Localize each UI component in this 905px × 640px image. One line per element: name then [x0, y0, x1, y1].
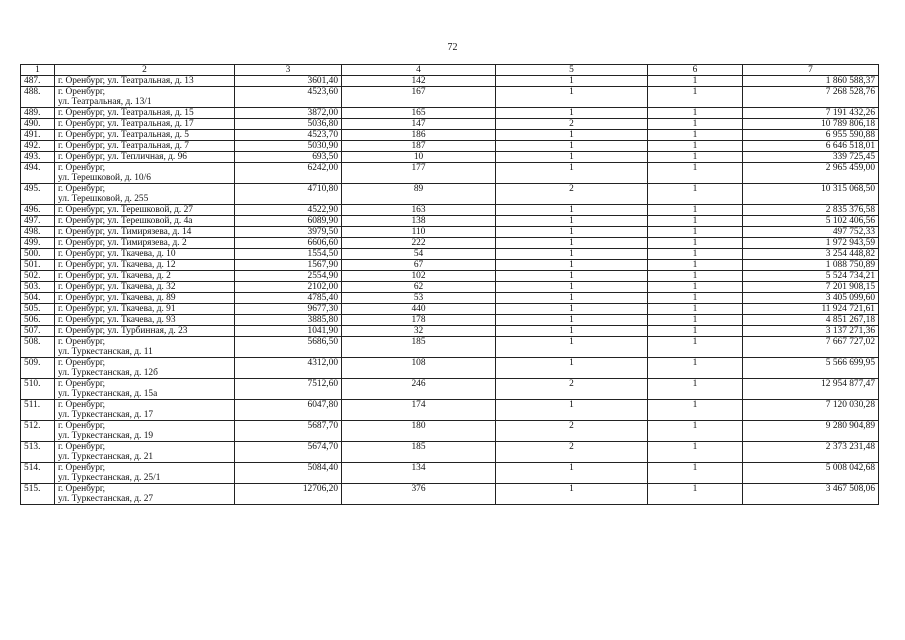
- column-4-cell: 163: [342, 205, 496, 216]
- table-row: [21, 76, 879, 87]
- cost-cell: 3 405 099,60: [743, 293, 879, 304]
- column-6-cell: 1: [648, 227, 743, 238]
- row-number: 489.: [21, 108, 55, 119]
- address-cell: [55, 130, 235, 141]
- area-cell: 12706,20: [235, 484, 342, 505]
- address-cell: [55, 304, 235, 315]
- cost-cell: 7 120 030,28: [743, 400, 879, 421]
- column-5-cell: 1: [496, 163, 648, 184]
- address-cell: [55, 227, 235, 238]
- table-row: [21, 205, 879, 216]
- address-line-2: ул. Туркестанская, д. 11: [58, 347, 153, 357]
- column-5-cell: 1: [496, 227, 648, 238]
- area-cell: 4312,00: [235, 358, 342, 379]
- row-number: 493.: [21, 152, 55, 163]
- cost-cell: 12 954 877,47: [743, 379, 879, 400]
- row-number: 492.: [21, 141, 55, 152]
- table-row: [21, 358, 879, 379]
- address-cell: [55, 163, 235, 184]
- table-row: [21, 400, 879, 421]
- address-line-2: ул. Туркестанская, д. 15а: [58, 389, 158, 399]
- address-cell: [55, 282, 235, 293]
- address-cell: [55, 484, 235, 505]
- column-5-cell: 1: [496, 326, 648, 337]
- area-cell: 4710,80: [235, 184, 342, 205]
- column-6-cell: 1: [648, 484, 743, 505]
- address-cell: [55, 260, 235, 271]
- column-5-cell: 1: [496, 271, 648, 282]
- address-line-1: г. Оренбург,: [58, 163, 106, 173]
- table-row: [21, 216, 879, 227]
- row-number: 510.: [21, 379, 55, 400]
- column-4-cell: 67: [342, 260, 496, 271]
- cost-cell: 7 268 528,76: [743, 87, 879, 108]
- cost-cell: 3 254 448,82: [743, 249, 879, 260]
- area-cell: 5036,80: [235, 119, 342, 130]
- address-line-2: ул. Туркестанская, д. 21: [58, 452, 154, 462]
- area-cell: 5686,50: [235, 337, 342, 358]
- address-line-1: г. Оренбург, ул. Турбинная, д. 23: [58, 326, 188, 336]
- address-cell: [55, 108, 235, 119]
- address-cell: [55, 216, 235, 227]
- area-cell: 5674,70: [235, 442, 342, 463]
- column-6-cell: 1: [648, 463, 743, 484]
- address-line-1: г. Оренбург, ул. Тимирязева, д. 2: [58, 238, 187, 248]
- area-cell: 2102,00: [235, 282, 342, 293]
- table-row: [21, 463, 879, 484]
- cost-cell: 7 667 727,02: [743, 337, 879, 358]
- column-6-cell: 1: [648, 304, 743, 315]
- column-4-cell: 246: [342, 379, 496, 400]
- cost-cell: 2 965 459,00: [743, 163, 879, 184]
- table-row: [21, 249, 879, 260]
- address-cell: [55, 400, 235, 421]
- column-5-cell: 1: [496, 463, 648, 484]
- address-cell: [55, 337, 235, 358]
- area-cell: 1567,90: [235, 260, 342, 271]
- column-4-cell: 142: [342, 76, 496, 87]
- row-number: 490.: [21, 119, 55, 130]
- address-cell: [55, 119, 235, 130]
- address-line-2: ул. Туркестанская, д. 17: [58, 410, 154, 420]
- table-row: [21, 163, 879, 184]
- row-number: 508.: [21, 337, 55, 358]
- row-number: 501.: [21, 260, 55, 271]
- row-number: 505.: [21, 304, 55, 315]
- address-line-1: г. Оренбург, ул. Терешковой, д. 4а: [58, 216, 193, 226]
- column-6-cell: 1: [648, 184, 743, 205]
- column-5-cell: 1: [496, 205, 648, 216]
- row-number: 506.: [21, 315, 55, 326]
- column-5-cell: 1: [496, 76, 648, 87]
- cost-cell: 497 752,33: [743, 227, 879, 238]
- area-cell: 3872,00: [235, 108, 342, 119]
- address-cell: [55, 463, 235, 484]
- column-5-cell: 1: [496, 130, 648, 141]
- area-cell: 5687,70: [235, 421, 342, 442]
- table-row: [21, 442, 879, 463]
- cost-cell: 2 835 376,58: [743, 205, 879, 216]
- column-5-cell: 2: [496, 119, 648, 130]
- row-number: 488.: [21, 87, 55, 108]
- row-number: 504.: [21, 293, 55, 304]
- column-6-cell: 1: [648, 260, 743, 271]
- column-4-cell: 185: [342, 442, 496, 463]
- column-6-cell: 1: [648, 205, 743, 216]
- address-cell: [55, 87, 235, 108]
- cost-cell: 11 924 721,61: [743, 304, 879, 315]
- row-number: 513.: [21, 442, 55, 463]
- row-number: 511.: [21, 400, 55, 421]
- address-cell: [55, 184, 235, 205]
- cost-cell: 10 789 806,18: [743, 119, 879, 130]
- column-4-cell: 10: [342, 152, 496, 163]
- address-line-1: г. Оренбург, ул. Ткачева, д. 10: [58, 249, 176, 259]
- column-5-cell: 1: [496, 141, 648, 152]
- row-number: 494.: [21, 163, 55, 184]
- area-cell: 3885,80: [235, 315, 342, 326]
- column-header: 4: [342, 65, 496, 76]
- area-cell: 5030,90: [235, 141, 342, 152]
- row-number: 509.: [21, 358, 55, 379]
- column-5-cell: 1: [496, 249, 648, 260]
- column-6-cell: 1: [648, 421, 743, 442]
- table-row: [21, 282, 879, 293]
- address-cell: [55, 76, 235, 87]
- table-row: [21, 238, 879, 249]
- column-4-cell: 102: [342, 271, 496, 282]
- table-row: [21, 87, 879, 108]
- address-line-1: г. Оренбург,: [58, 184, 106, 194]
- address-cell: [55, 315, 235, 326]
- column-5-cell: 1: [496, 484, 648, 505]
- page-number: 72: [447, 42, 458, 53]
- table-row: [21, 326, 879, 337]
- area-cell: 3601,40: [235, 76, 342, 87]
- table-row: [21, 108, 879, 119]
- column-5-cell: 1: [496, 337, 648, 358]
- column-header: 1: [21, 65, 55, 76]
- cost-cell: 7 191 432,26: [743, 108, 879, 119]
- row-number: 500.: [21, 249, 55, 260]
- address-line-1: г. Оренбург,: [58, 87, 106, 97]
- address-cell: [55, 326, 235, 337]
- column-4-cell: 89: [342, 184, 496, 205]
- cost-cell: 3 467 508,06: [743, 484, 879, 505]
- row-number: 514.: [21, 463, 55, 484]
- column-6-cell: 1: [648, 326, 743, 337]
- address-cell: [55, 421, 235, 442]
- area-cell: 7512,60: [235, 379, 342, 400]
- row-number: 495.: [21, 184, 55, 205]
- column-5-cell: 2: [496, 379, 648, 400]
- address-line-1: г. Оренбург,: [58, 442, 106, 452]
- table-row: [21, 315, 879, 326]
- column-5-cell: 1: [496, 400, 648, 421]
- address-line-1: г. Оренбург, ул. Терешковой, д. 27: [58, 205, 193, 215]
- address-line-2: ул. Туркестанская, д. 27: [58, 494, 154, 504]
- address-line-1: г. Оренбург,: [58, 379, 106, 389]
- column-header: 3: [235, 65, 342, 76]
- area-cell: 1554,50: [235, 249, 342, 260]
- table-row: [21, 130, 879, 141]
- cost-cell: 3 137 271,36: [743, 326, 879, 337]
- area-cell: 2554,90: [235, 271, 342, 282]
- column-6-cell: 1: [648, 379, 743, 400]
- cost-cell: 6 955 590,88: [743, 130, 879, 141]
- address-line-1: г. Оренбург,: [58, 463, 106, 473]
- column-4-cell: 167: [342, 87, 496, 108]
- row-number: 499.: [21, 238, 55, 249]
- address-cell: [55, 358, 235, 379]
- column-4-cell: 180: [342, 421, 496, 442]
- column-5-cell: 1: [496, 282, 648, 293]
- cost-cell: 6 646 518,01: [743, 141, 879, 152]
- row-number: 503.: [21, 282, 55, 293]
- column-6-cell: 1: [648, 337, 743, 358]
- cost-cell: 10 315 068,50: [743, 184, 879, 205]
- row-number: 498.: [21, 227, 55, 238]
- column-5-cell: 2: [496, 184, 648, 205]
- address-line-1: г. Оренбург, ул. Театральная, д. 15: [58, 108, 194, 118]
- column-4-cell: 147: [342, 119, 496, 130]
- address-line-1: г. Оренбург,: [58, 358, 106, 368]
- table-row: [21, 484, 879, 505]
- address-line-1: г. Оренбург,: [58, 484, 106, 494]
- column-6-cell: 1: [648, 238, 743, 249]
- cost-cell: 7 201 908,15: [743, 282, 879, 293]
- address-cell: [55, 152, 235, 163]
- column-6-cell: 1: [648, 141, 743, 152]
- address-line-2: ул. Терешковой, д. 255: [58, 194, 149, 204]
- column-4-cell: 376: [342, 484, 496, 505]
- cost-cell: 1 860 588,37: [743, 76, 879, 87]
- address-line-1: г. Оренбург,: [58, 421, 106, 431]
- column-4-cell: 440: [342, 304, 496, 315]
- address-line-1: г. Оренбург, ул. Театральная, д. 7: [58, 141, 189, 151]
- cost-cell: 339 725,45: [743, 152, 879, 163]
- column-4-cell: 222: [342, 238, 496, 249]
- area-cell: 6606,60: [235, 238, 342, 249]
- area-cell: 6242,00: [235, 163, 342, 184]
- address-line-1: г. Оренбург, ул. Тепличная, д. 96: [58, 152, 187, 162]
- address-line-1: г. Оренбург,: [58, 400, 106, 410]
- row-number: 497.: [21, 216, 55, 227]
- area-cell: 6089,90: [235, 216, 342, 227]
- row-number: 491.: [21, 130, 55, 141]
- column-5-cell: 1: [496, 108, 648, 119]
- table-row: [21, 337, 879, 358]
- address-cell: [55, 379, 235, 400]
- column-4-cell: 186: [342, 130, 496, 141]
- column-4-cell: 53: [342, 293, 496, 304]
- area-cell: 5084,40: [235, 463, 342, 484]
- column-4-cell: 138: [342, 216, 496, 227]
- column-6-cell: 1: [648, 293, 743, 304]
- column-6-cell: 1: [648, 400, 743, 421]
- address-line-1: г. Оренбург, ул. Ткачева, д. 89: [58, 293, 176, 303]
- address-line-2: ул. Терешковой, д. 10/6: [58, 173, 151, 183]
- table-row: [21, 304, 879, 315]
- column-5-cell: 2: [496, 421, 648, 442]
- column-6-cell: 1: [648, 216, 743, 227]
- column-5-cell: 1: [496, 293, 648, 304]
- column-5-cell: 1: [496, 260, 648, 271]
- column-4-cell: 178: [342, 315, 496, 326]
- table-row: [21, 293, 879, 304]
- column-5-cell: 1: [496, 87, 648, 108]
- area-cell: 6047,80: [235, 400, 342, 421]
- column-5-cell: 1: [496, 358, 648, 379]
- address-cell: [55, 442, 235, 463]
- cost-cell: 5 524 734,21: [743, 271, 879, 282]
- cost-cell: 5 102 406,56: [743, 216, 879, 227]
- column-6-cell: 1: [648, 249, 743, 260]
- column-5-cell: 1: [496, 216, 648, 227]
- column-6-cell: 1: [648, 442, 743, 463]
- row-number: 515.: [21, 484, 55, 505]
- row-number: 502.: [21, 271, 55, 282]
- address-line-1: г. Оренбург, ул. Ткачева, д. 91: [58, 304, 176, 314]
- area-cell: 693,50: [235, 152, 342, 163]
- table-row: [21, 152, 879, 163]
- column-6-cell: 1: [648, 358, 743, 379]
- row-number: 496.: [21, 205, 55, 216]
- address-cell: [55, 238, 235, 249]
- row-number: 507.: [21, 326, 55, 337]
- column-header: 2: [55, 65, 235, 76]
- cost-cell: 2 373 231,48: [743, 442, 879, 463]
- column-5-cell: 1: [496, 238, 648, 249]
- column-6-cell: 1: [648, 130, 743, 141]
- column-4-cell: 108: [342, 358, 496, 379]
- column-4-cell: 165: [342, 108, 496, 119]
- cost-cell: 5 008 042,68: [743, 463, 879, 484]
- cost-cell: 5 566 699,95: [743, 358, 879, 379]
- column-header: 5: [496, 65, 648, 76]
- column-4-cell: 177: [342, 163, 496, 184]
- column-5-cell: 1: [496, 152, 648, 163]
- area-cell: 1041,90: [235, 326, 342, 337]
- table-row: [21, 141, 879, 152]
- table-row: [21, 260, 879, 271]
- column-4-cell: 110: [342, 227, 496, 238]
- table-row: [21, 119, 879, 130]
- cost-cell: 9 280 904,89: [743, 421, 879, 442]
- address-line-1: г. Оренбург, ул. Театральная, д. 17: [58, 119, 194, 129]
- housing-registry-table: [20, 64, 879, 505]
- area-cell: 4785,40: [235, 293, 342, 304]
- address-cell: [55, 271, 235, 282]
- column-6-cell: 1: [648, 119, 743, 130]
- address-cell: [55, 249, 235, 260]
- column-5-cell: 1: [496, 315, 648, 326]
- table-row: [21, 421, 879, 442]
- address-line-1: г. Оренбург, ул. Театральная, д. 13: [58, 76, 194, 86]
- table-body: [21, 65, 879, 505]
- area-cell: 9677,30: [235, 304, 342, 315]
- address-cell: [55, 205, 235, 216]
- address-line-1: г. Оренбург, ул. Театральная, д. 5: [58, 130, 189, 140]
- column-6-cell: 1: [648, 163, 743, 184]
- column-4-cell: 185: [342, 337, 496, 358]
- area-cell: 3979,50: [235, 227, 342, 238]
- column-5-cell: 1: [496, 304, 648, 315]
- address-line-1: г. Оренбург, ул. Ткачева, д. 93: [58, 315, 176, 325]
- address-cell: [55, 293, 235, 304]
- table-row: [21, 379, 879, 400]
- column-4-cell: 134: [342, 463, 496, 484]
- column-6-cell: 1: [648, 282, 743, 293]
- cost-cell: 1 088 750,89: [743, 260, 879, 271]
- column-6-cell: 1: [648, 108, 743, 119]
- cost-cell: 4 851 267,18: [743, 315, 879, 326]
- column-6-cell: 1: [648, 87, 743, 108]
- column-4-cell: 62: [342, 282, 496, 293]
- address-line-1: г. Оренбург, ул. Тимирязева, д. 14: [58, 227, 192, 237]
- address-line-2: ул. Театральная, д. 13/1: [58, 97, 152, 107]
- header-row: [21, 65, 879, 76]
- address-line-1: г. Оренбург, ул. Ткачева, д. 12: [58, 260, 176, 270]
- table-row: [21, 227, 879, 238]
- table-row: [21, 184, 879, 205]
- area-cell: 4522,90: [235, 205, 342, 216]
- column-6-cell: 1: [648, 76, 743, 87]
- address-line-2: ул. Туркестанская, д. 19: [58, 431, 154, 441]
- area-cell: 4523,60: [235, 87, 342, 108]
- address-line-1: г. Оренбург,: [58, 337, 106, 347]
- row-number: 487.: [21, 76, 55, 87]
- table-row: [21, 271, 879, 282]
- column-6-cell: 1: [648, 315, 743, 326]
- address-line-1: г. Оренбург, ул. Ткачева, д. 32: [58, 282, 176, 292]
- column-5-cell: 2: [496, 442, 648, 463]
- column-6-cell: 1: [648, 152, 743, 163]
- area-cell: 4523,70: [235, 130, 342, 141]
- column-4-cell: 187: [342, 141, 496, 152]
- cost-cell: 1 972 943,59: [743, 238, 879, 249]
- row-number: 512.: [21, 421, 55, 442]
- column-6-cell: 1: [648, 271, 743, 282]
- column-header: 7: [743, 65, 879, 76]
- column-4-cell: 32: [342, 326, 496, 337]
- address-line-2: ул. Туркестанская, д. 25/1: [58, 473, 161, 483]
- address-cell: [55, 141, 235, 152]
- column-header: 6: [648, 65, 743, 76]
- column-4-cell: 54: [342, 249, 496, 260]
- column-4-cell: 174: [342, 400, 496, 421]
- address-line-2: ул. Туркестанская, д. 12б: [58, 368, 158, 378]
- address-line-1: г. Оренбург, ул. Ткачева, д. 2: [58, 271, 171, 281]
